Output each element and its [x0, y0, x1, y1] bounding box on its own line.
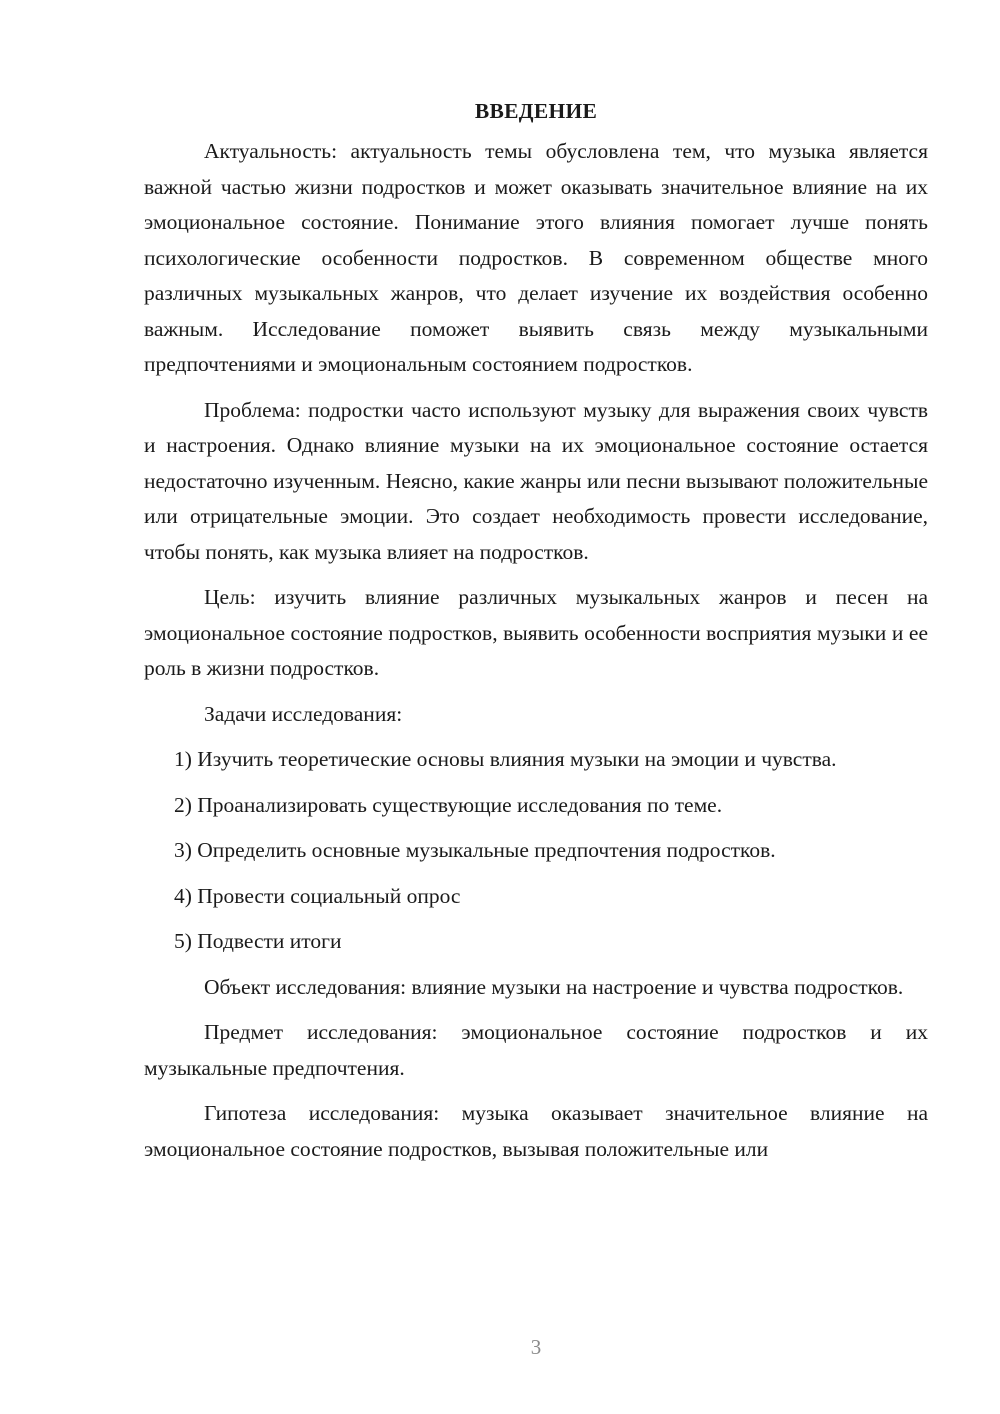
task-item-2: 2) Проанализировать существующие исследования по теме.: [174, 792, 723, 817]
hypothesis-paragraph: Гипотеза исследования: музыка оказывает значительное влияние на эмоциональное состояние подростков, вызывая положительные или: [144, 1101, 928, 1161]
page-content: [144, 96, 928, 1177]
problem-paragraph: Проблема: подростки часто используют музыку для выражения своих чувств и настроения. Однако влияние музыки на их эмоциональное состояние остается недостаточно изученным. Неясно, какие жанры или песни вызывают положительные или отрицательные эмоции. Это создает необходимость провести исследование, чтобы понять, как музыка влияет на подростков.: [144, 397, 928, 564]
task-item-4: 4) Провести социальный опрос: [174, 883, 461, 908]
object-paragraph: Объект исследования: влияние музыки на настроение и чувства подростков.: [204, 974, 904, 999]
page-number: 3: [530, 1335, 542, 1359]
section-heading: ВВЕДЕНИЕ: [474, 99, 598, 123]
goal-paragraph: Цель: изучить влияние различных музыкальных жанров и песен на эмоциональное состояние подростков, выявить особенности восприятия музыки и ее роль в жизни подростков.: [144, 585, 928, 680]
relevance-paragraph: Актуальность: актуальность темы обусловлена тем, что музыка является важной частью жизни подростков и может оказывать значительное влияние на их эмоциональное состояние. Понимание этого влияния помогает лучше понять психологические особенности подростков. В современном обществе много различных музыкальных жанров, что делает изучение их воздействия особенно важным. Исследование поможет выявить связь между музыкальными предпочтениями и эмоциональным состоянием подростков.: [144, 139, 928, 376]
subject-paragraph: Предмет исследования: эмоциональное состояние подростков и их музыкальные предпочтения.: [144, 1020, 928, 1080]
task-item-1: 1) Изучить теоретические основы влияния музыки на эмоции и чувства.: [174, 747, 837, 771]
task-item-5: 5) Подвести итоги: [174, 929, 342, 953]
tasks-intro: Задачи исследования:: [204, 701, 403, 726]
task-item-3: 3) Определить основные музыкальные предпочтения подростков.: [174, 838, 776, 862]
